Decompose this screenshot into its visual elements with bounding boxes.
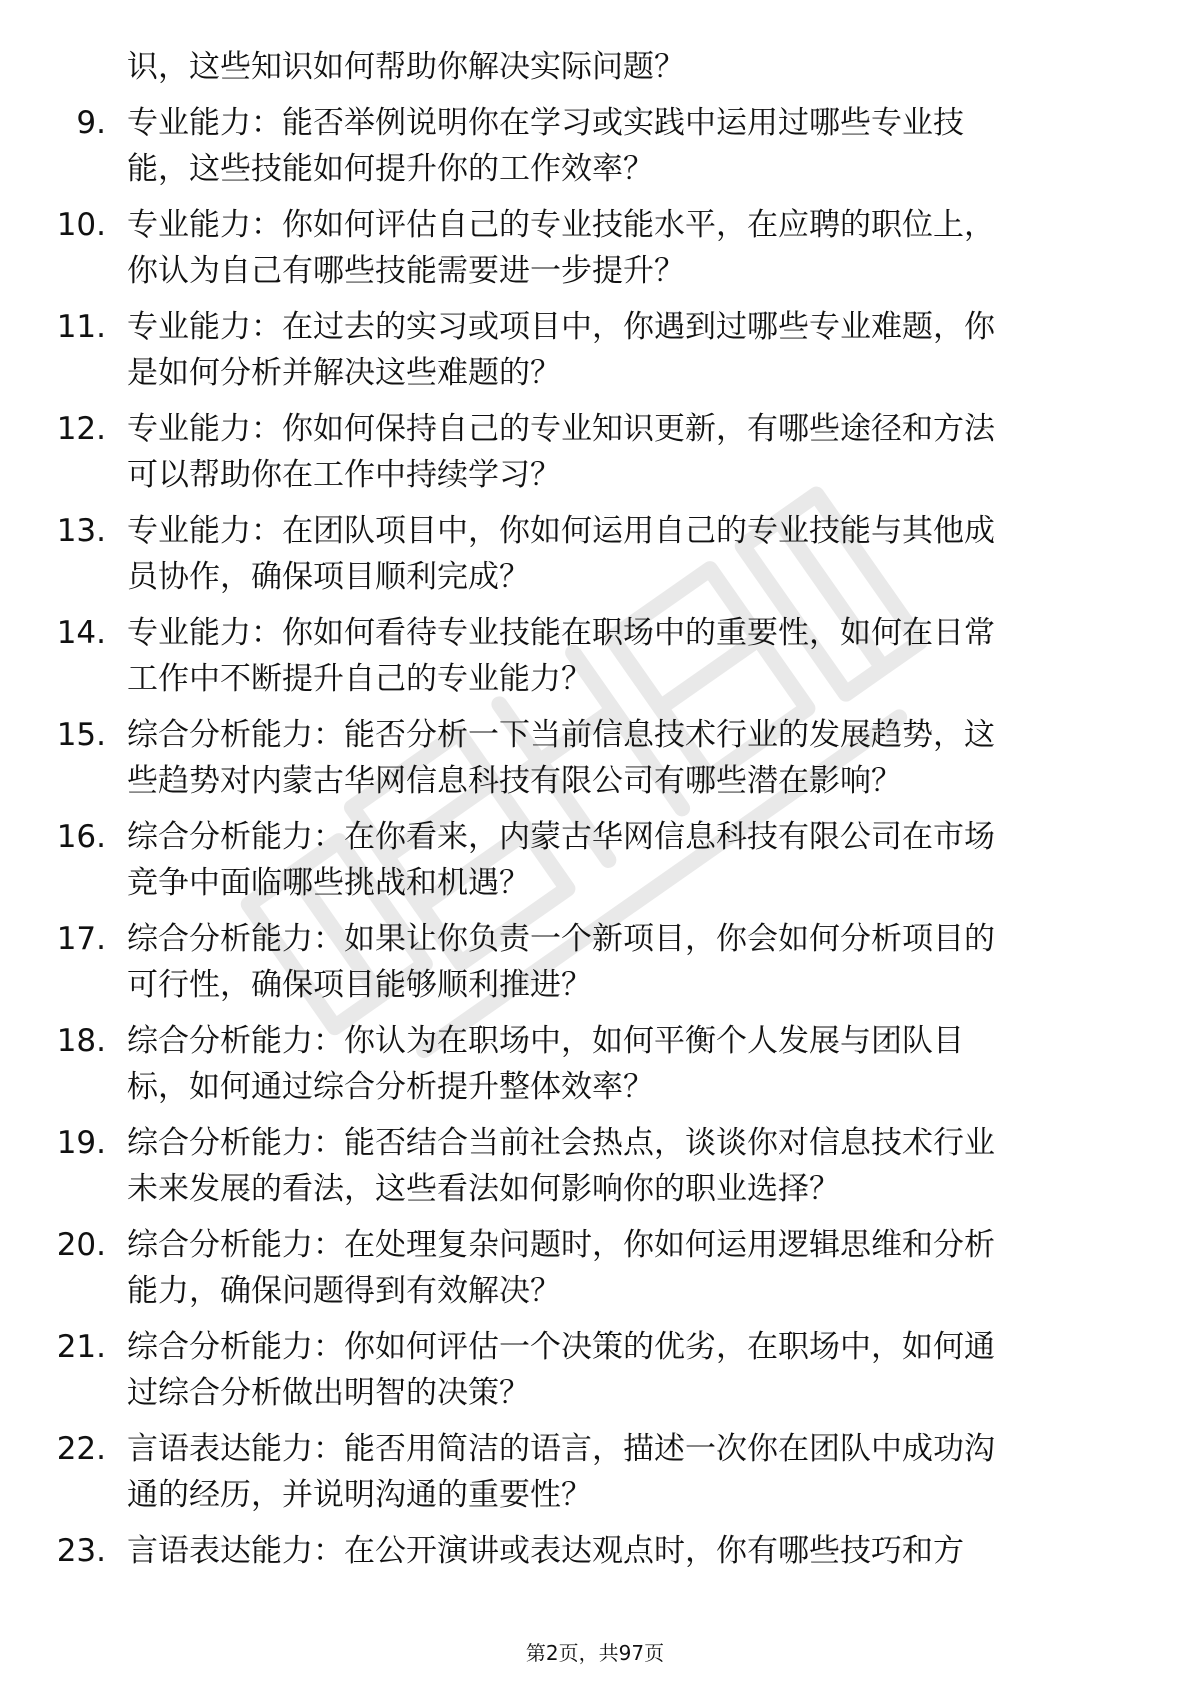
item-text-line: 专业能力：你如何保持自己的专业知识更新，有哪些途径和方法	[127, 411, 995, 447]
item-text-line: 综合分析能力：在处理复杂问题时，你如何运用逻辑思维和分析	[127, 1227, 995, 1263]
item-text-line: 专业能力：在团队项目中，你如何运用自己的专业技能与其他成	[127, 513, 995, 549]
item-text-line: 竞争中面临哪些挑战和机遇？	[127, 865, 530, 901]
list-item	[0, 1528, 1190, 1574]
item-text-line: 综合分析能力：能否分析一下当前信息技术行业的发展趋势，这	[127, 717, 995, 753]
list-item	[0, 712, 1190, 804]
list-item	[0, 916, 1190, 1008]
list-item	[0, 1222, 1190, 1314]
item-text-line: 你认为自己有哪些技能需要进一步提升？	[127, 253, 685, 289]
list-item	[0, 814, 1190, 906]
item-text-line: 通的经历，并说明沟通的重要性？	[127, 1477, 592, 1513]
item-number: 22.	[56, 1431, 106, 1467]
item-text-line: 专业能力：你如何评估自己的专业技能水平，在应聘的职位上，	[127, 207, 995, 243]
item-text-line: 专业能力：能否举例说明你在学习或实践中运用过哪些专业技	[127, 105, 964, 141]
item-text-line: 言语表达能力：能否用简洁的语言，描述一次你在团队中成功沟	[127, 1431, 995, 1467]
list-item	[0, 508, 1190, 600]
item-text-line: 综合分析能力：如果让你负责一个新项目，你会如何分析项目的	[127, 921, 995, 957]
item-text-line: 员协作，确保项目顺利完成？	[127, 559, 530, 595]
page-footer: 第2页，共97页	[525, 1641, 665, 1665]
item-text-line: 综合分析能力：能否结合当前社会热点，谈谈你对信息技术行业	[127, 1125, 995, 1161]
item-number: 23.	[56, 1533, 106, 1569]
item-text-line: 综合分析能力：你认为在职场中，如何平衡个人发展与团队目	[127, 1023, 964, 1059]
item-text-line: 过综合分析做出明智的决策？	[127, 1375, 530, 1411]
list-item	[0, 406, 1190, 498]
item-number: 14.	[56, 615, 106, 651]
item-number: 16.	[56, 819, 106, 855]
item-text-line: 可以帮助你在工作中持续学习？	[127, 457, 561, 493]
item-text-line: 是如何分析并解决这些难题的？	[127, 355, 561, 391]
list-item	[0, 610, 1190, 702]
item-number: 15.	[56, 717, 106, 753]
item-text-line: 工作中不断提升自己的专业能力？	[127, 661, 592, 697]
item-number: 13.	[56, 513, 106, 549]
item-number: 9.	[76, 105, 106, 141]
list-item	[0, 1120, 1190, 1212]
item-text-line: 综合分析能力：在你看来，内蒙古华网信息科技有限公司在市场	[127, 819, 995, 855]
item-text-line: 专业能力：你如何看待专业技能在职场中的重要性，如何在日常	[127, 615, 995, 651]
list-item	[0, 202, 1190, 294]
item-number: 12.	[56, 411, 106, 447]
question-list	[0, 44, 1190, 1574]
list-item	[0, 1426, 1190, 1518]
item-number: 10.	[56, 207, 106, 243]
item-text-line: 未来发展的看法，这些看法如何影响你的职业选择？	[127, 1171, 840, 1207]
item-text-line: 标，如何通过综合分析提升整体效率？	[127, 1069, 654, 1105]
list-item	[0, 1018, 1190, 1110]
item-number: 18.	[56, 1023, 106, 1059]
item-text-line: 些趋势对内蒙古华网信息科技有限公司有哪些潜在影响？	[127, 763, 902, 799]
continuation-line: 识，这些知识如何帮助你解决实际问题？	[127, 49, 685, 85]
item-number: 21.	[56, 1329, 106, 1365]
list-item	[0, 100, 1190, 192]
list-item	[0, 1324, 1190, 1416]
item-text-line: 能，这些技能如何提升你的工作效率？	[127, 151, 654, 187]
item-text-line: 专业能力：在过去的实习或项目中，你遇到过哪些专业难题，你	[127, 309, 995, 345]
item-text-line: 能力，确保问题得到有效解决？	[127, 1273, 561, 1309]
item-text-line: 可行性，确保项目能够顺利推进？	[127, 967, 592, 1003]
item-number: 17.	[56, 921, 106, 957]
item-number: 11.	[56, 309, 106, 345]
list-item	[0, 304, 1190, 396]
item-number: 19.	[56, 1125, 106, 1161]
item-number: 20.	[56, 1227, 106, 1263]
item-text-line: 言语表达能力：在公开演讲或表达观点时，你有哪些技巧和方	[127, 1533, 964, 1569]
item-text-line: 综合分析能力：你如何评估一个决策的优劣，在职场中，如何通	[127, 1329, 995, 1365]
